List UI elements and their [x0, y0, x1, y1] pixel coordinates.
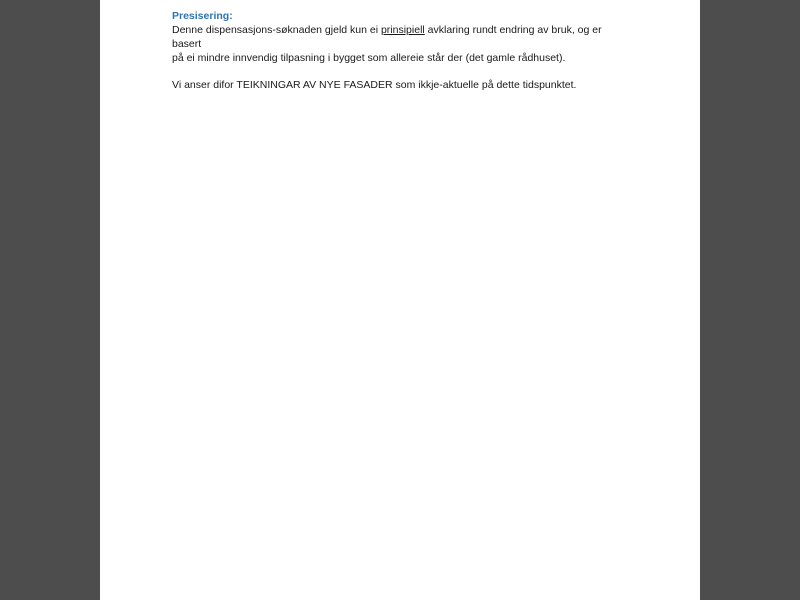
paragraph-2: Vi anser difor TEIKNINGAR AV NYE FASADER som ikkje-aktuelle på dette tidspunktet.: [172, 79, 577, 91]
underlined-word: prinsipiell: [380, 24, 425, 36]
paragraph-1: [172, 23, 632, 65]
paragraph-1-text-end: avklaring rundt endring av bruk, og er basert: [172, 24, 602, 50]
paragraph-1-line-2: på ei mindre innvendig tilpasning i bygget som allereie står der (det gamle rådhuset).: [172, 52, 566, 64]
document-page: [100, 0, 700, 600]
paragraph-1-text-start: Denne dispensasjons-søknaden gjeld kun ei: [172, 24, 381, 36]
page-content: [172, 9, 632, 92]
section-heading: Presisering:: [172, 10, 233, 22]
